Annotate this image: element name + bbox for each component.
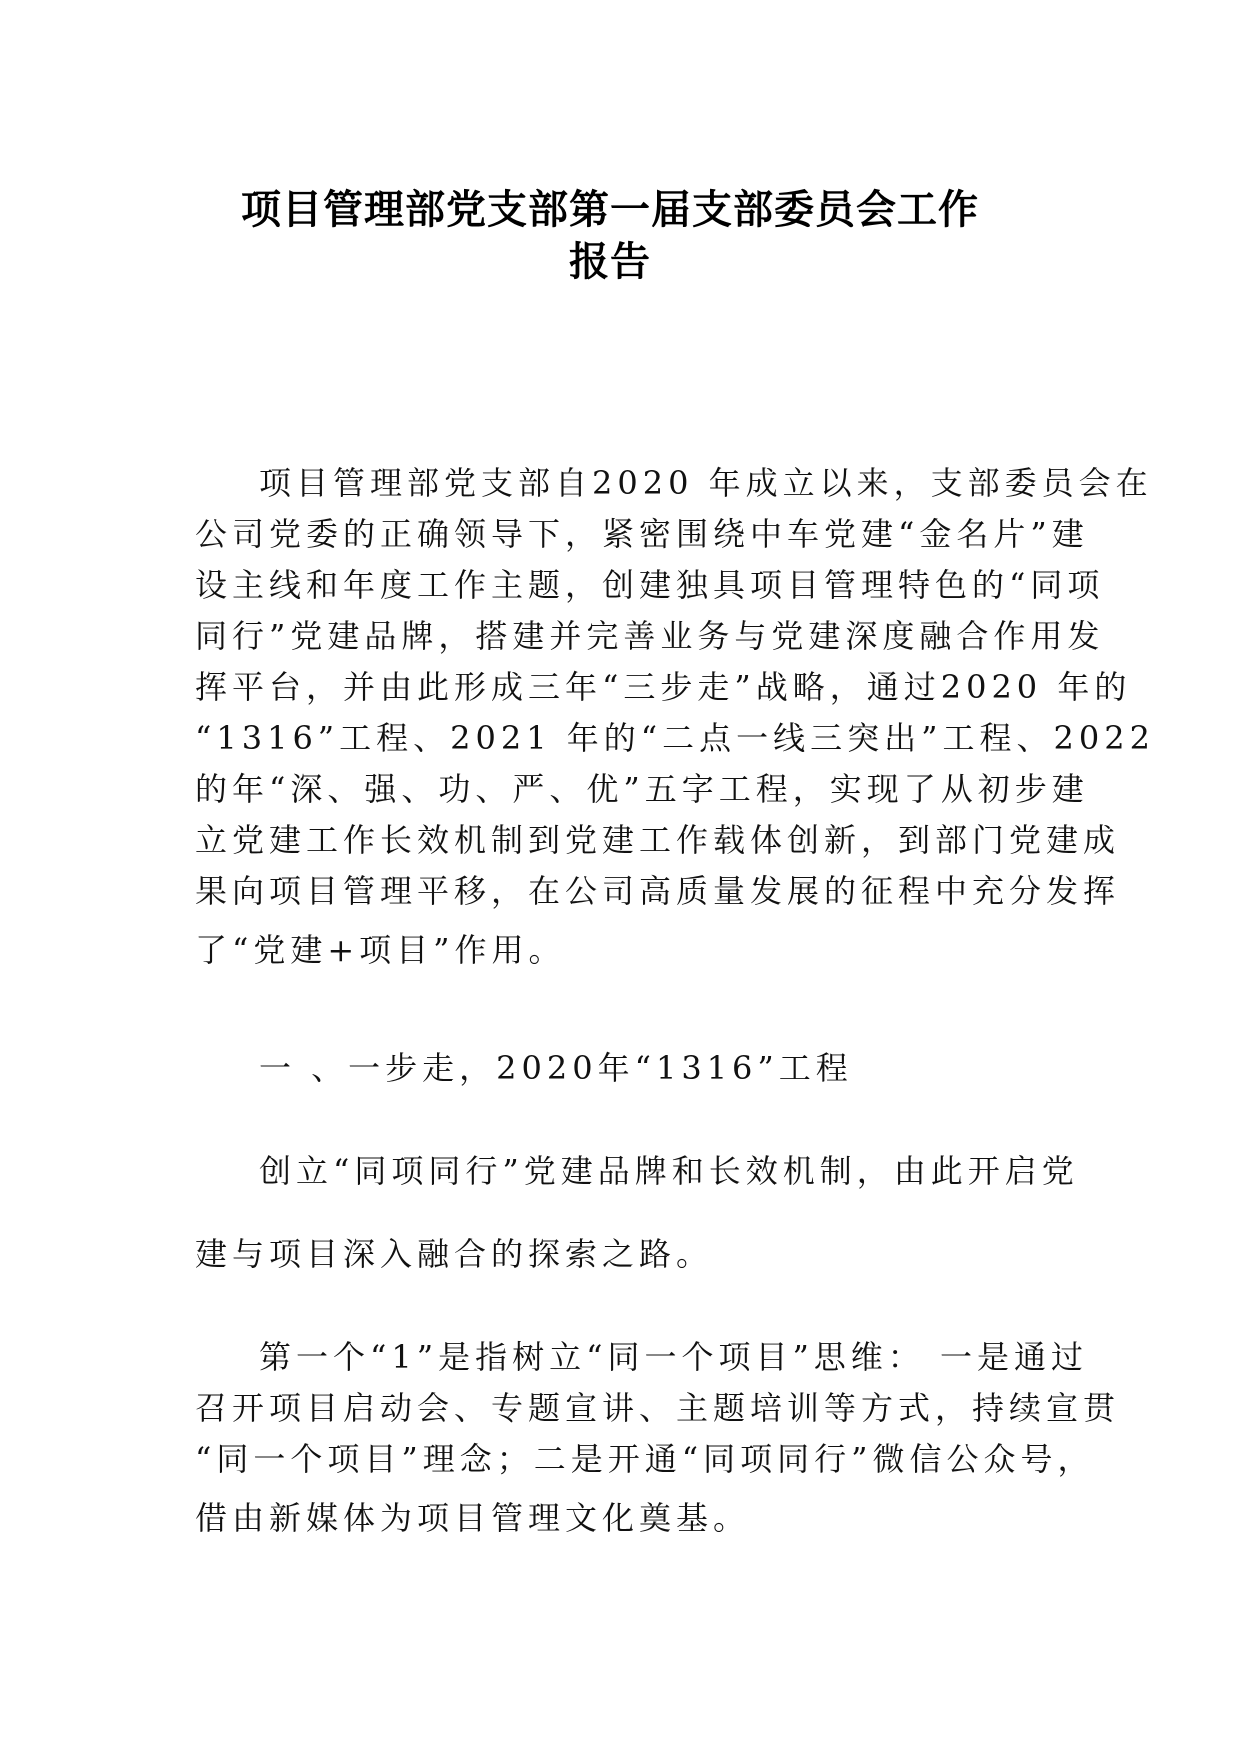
intro-line: 公司党委的正确领导下，紧密围绕中车党建“金名片”建: [195, 515, 1089, 553]
section-heading: 一 、一步走，2020年“1316”工程: [259, 1049, 853, 1087]
intro-line: “1316”工程、2021 年的“二点一线三突出”工程、2022: [195, 719, 1155, 757]
section2-para-line: 第一个“1”是指树立“同一个项目”思维： 一是通过: [259, 1338, 1088, 1376]
section2-para-line: 借由新媒体为项目管理文化奠基。: [195, 1499, 751, 1537]
intro-line: 了“党建+项目”作用。: [195, 931, 566, 969]
section1-para-line: 建与项目深入融合的探索之路。: [195, 1235, 714, 1273]
section2-para-line: “同一个项目”理念；二是开通“同项同行”微信公众号，: [195, 1440, 1095, 1478]
intro-line: 立党建工作长效机制到党建工作载体创新，到部门党建成: [195, 821, 1121, 859]
section1-para-line: 创立“同项同行”党建品牌和长效机制，由此开启党: [259, 1152, 1079, 1190]
intro-line: 果向项目管理平移，在公司高质量发展的征程中充分发挥: [195, 872, 1121, 910]
section2-para-line: 召开项目启动会、专题宣讲、主题培训等方式，持续宣贯: [195, 1389, 1121, 1427]
intro-line: 挥平台，并由此形成三年“三步走”战略，通过2020 年的: [195, 668, 1132, 706]
document-title-line-2: 报告: [569, 239, 651, 285]
intro-line: 项目管理部党支部自2020 年成立以来，支部委员会在: [259, 464, 1153, 502]
intro-line: 设主线和年度工作主题，创建独具项目管理特色的“同项: [195, 566, 1105, 604]
intro-line: 的年“深、强、功、严、优”五字工程，实现了从初步建: [195, 770, 1089, 808]
document-title-line-1: 项目管理部党支部第一届支部委员会工作: [241, 187, 979, 233]
intro-line: 同行”党建品牌，搭建并完善业务与党建深度融合作用发: [195, 617, 1105, 655]
